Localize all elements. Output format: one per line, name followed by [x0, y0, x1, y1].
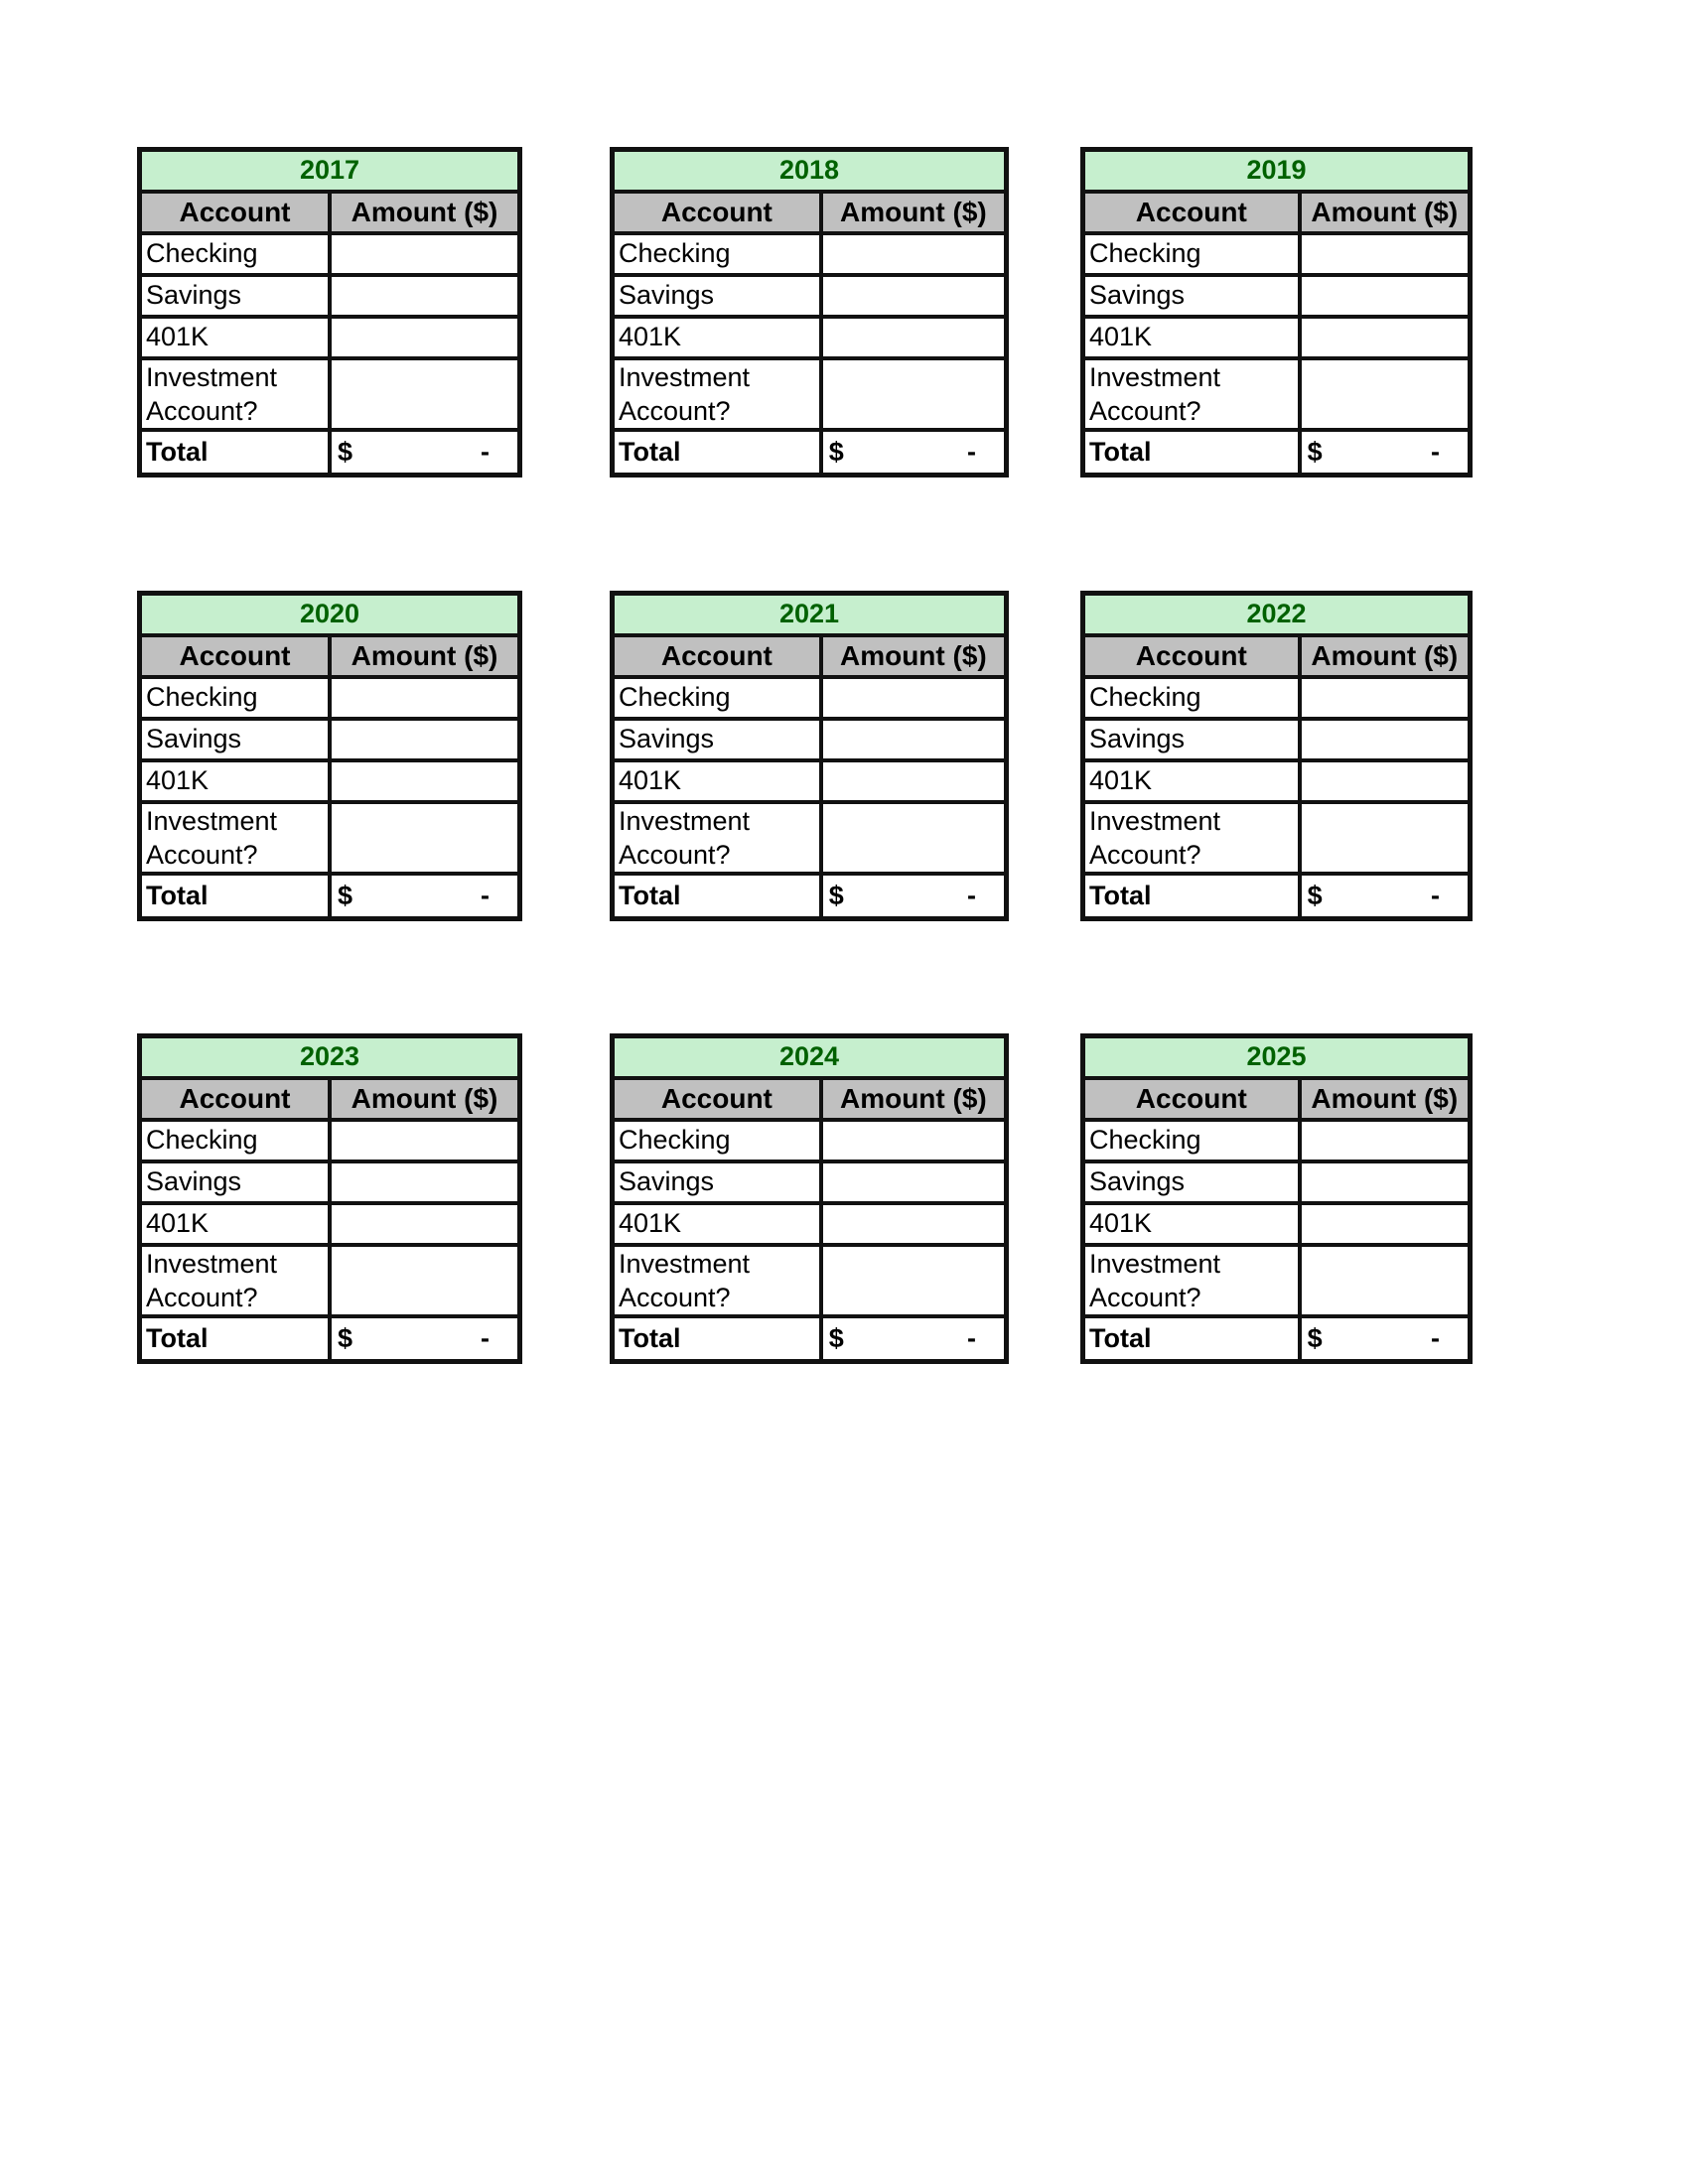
currency-symbol: $ — [338, 881, 353, 911]
year-balance-table-2023 — [137, 1033, 522, 1364]
amount-cell-investment[interactable] — [821, 358, 1004, 430]
account-column-header: Account — [142, 1078, 330, 1120]
amount-cell-401k[interactable] — [1300, 317, 1468, 358]
account-column-header: Account — [615, 1078, 821, 1120]
year-balance-table-2025 — [1080, 1033, 1473, 1364]
amount-cell-investment[interactable] — [821, 802, 1004, 874]
amount-cell-401k[interactable] — [330, 1203, 517, 1245]
row-label-401k: 401K — [615, 760, 821, 802]
amount-cell-checking[interactable] — [821, 233, 1004, 275]
amount-cell-total — [1300, 430, 1468, 474]
amount-cell-total — [821, 1316, 1004, 1360]
amount-cell-checking[interactable] — [330, 1120, 517, 1161]
row-label-total: Total — [1085, 1316, 1300, 1360]
year-balance-table-2020 — [137, 591, 522, 921]
amount-cell-investment[interactable] — [1300, 358, 1468, 430]
row-label-investment: Investment Account? — [615, 802, 821, 874]
row-label-checking: Checking — [142, 1120, 330, 1161]
row-label-401k: 401K — [1085, 1203, 1300, 1245]
row-label-savings: Savings — [615, 275, 821, 317]
year-title: 2018 — [615, 152, 1004, 192]
year-title: 2019 — [1085, 152, 1468, 192]
year-title: 2020 — [142, 596, 517, 635]
currency-symbol: $ — [338, 1323, 353, 1354]
account-column-header: Account — [615, 192, 821, 233]
amount-cell-401k[interactable] — [1300, 760, 1468, 802]
amount-cell-savings[interactable] — [1300, 1161, 1468, 1203]
amount-cell-total — [330, 1316, 517, 1360]
amount-column-header: Amount ($) — [1300, 192, 1468, 233]
row-label-401k: 401K — [142, 760, 330, 802]
row-label-checking: Checking — [142, 677, 330, 719]
amount-cell-investment[interactable] — [821, 1245, 1004, 1316]
amount-cell-total — [1300, 874, 1468, 917]
amount-cell-total — [821, 430, 1004, 474]
amount-cell-savings[interactable] — [330, 1161, 517, 1203]
account-column-header: Account — [1085, 635, 1300, 677]
total-value: - — [967, 1323, 976, 1354]
amount-cell-savings[interactable] — [821, 275, 1004, 317]
row-label-checking: Checking — [1085, 1120, 1300, 1161]
account-column-header: Account — [1085, 1078, 1300, 1120]
amount-cell-checking[interactable] — [1300, 233, 1468, 275]
amount-cell-401k[interactable] — [330, 317, 517, 358]
amount-cell-total — [1300, 1316, 1468, 1360]
total-value: - — [1431, 881, 1440, 911]
row-label-401k: 401K — [615, 317, 821, 358]
amount-cell-savings[interactable] — [1300, 275, 1468, 317]
year-balance-table-2019 — [1080, 147, 1473, 478]
row-label-checking: Checking — [142, 233, 330, 275]
row-label-savings: Savings — [1085, 275, 1300, 317]
row-label-savings: Savings — [1085, 719, 1300, 760]
row-label-total: Total — [1085, 874, 1300, 917]
amount-cell-investment[interactable] — [330, 358, 517, 430]
row-label-investment: Investment Account? — [1085, 1245, 1300, 1316]
amount-cell-savings[interactable] — [1300, 719, 1468, 760]
year-title: 2024 — [615, 1038, 1004, 1078]
amount-cell-investment[interactable] — [1300, 1245, 1468, 1316]
account-column-header: Account — [1085, 192, 1300, 233]
row-label-total: Total — [615, 874, 821, 917]
row-label-401k: 401K — [142, 317, 330, 358]
amount-cell-401k[interactable] — [821, 1203, 1004, 1245]
amount-column-header: Amount ($) — [1300, 635, 1468, 677]
amount-column-header: Amount ($) — [821, 635, 1004, 677]
amount-cell-checking[interactable] — [330, 677, 517, 719]
amount-cell-total — [330, 874, 517, 917]
row-label-investment: Investment Account? — [142, 802, 330, 874]
amount-cell-checking[interactable] — [1300, 677, 1468, 719]
total-value: - — [481, 1323, 490, 1354]
year-balance-table-2017 — [137, 147, 522, 478]
amount-cell-401k[interactable] — [821, 317, 1004, 358]
amount-cell-checking[interactable] — [1300, 1120, 1468, 1161]
row-label-savings: Savings — [1085, 1161, 1300, 1203]
year-title: 2023 — [142, 1038, 517, 1078]
row-label-401k: 401K — [142, 1203, 330, 1245]
year-balance-table-2024 — [610, 1033, 1009, 1364]
row-label-savings: Savings — [615, 1161, 821, 1203]
total-value: - — [481, 881, 490, 911]
amount-column-header: Amount ($) — [821, 192, 1004, 233]
total-value: - — [967, 881, 976, 911]
amount-column-header: Amount ($) — [330, 1078, 517, 1120]
year-balance-table-2021 — [610, 591, 1009, 921]
amount-cell-savings[interactable] — [821, 1161, 1004, 1203]
row-label-checking: Checking — [615, 677, 821, 719]
account-column-header: Account — [615, 635, 821, 677]
row-label-savings: Savings — [142, 1161, 330, 1203]
row-label-investment: Investment Account? — [1085, 358, 1300, 430]
row-label-total: Total — [142, 874, 330, 917]
currency-symbol: $ — [1307, 1323, 1323, 1354]
amount-cell-total — [330, 430, 517, 474]
amount-cell-401k[interactable] — [330, 760, 517, 802]
amount-cell-401k[interactable] — [1300, 1203, 1468, 1245]
row-label-checking: Checking — [615, 233, 821, 275]
amount-cell-investment[interactable] — [330, 1245, 517, 1316]
amount-cell-investment[interactable] — [330, 802, 517, 874]
row-label-total: Total — [615, 1316, 821, 1360]
row-label-investment: Investment Account? — [142, 358, 330, 430]
currency-symbol: $ — [1307, 437, 1323, 468]
row-label-investment: Investment Account? — [615, 358, 821, 430]
row-label-checking: Checking — [1085, 233, 1300, 275]
row-label-401k: 401K — [1085, 760, 1300, 802]
year-title: 2025 — [1085, 1038, 1468, 1078]
currency-symbol: $ — [338, 437, 353, 468]
row-label-total: Total — [142, 430, 330, 474]
account-column-header: Account — [142, 635, 330, 677]
year-balance-table-2022 — [1080, 591, 1473, 921]
currency-symbol: $ — [1307, 881, 1323, 911]
row-label-investment: Investment Account? — [615, 1245, 821, 1316]
amount-column-header: Amount ($) — [330, 192, 517, 233]
row-label-checking: Checking — [1085, 677, 1300, 719]
row-label-savings: Savings — [142, 719, 330, 760]
amount-cell-total — [821, 874, 1004, 917]
total-value: - — [1431, 437, 1440, 468]
amount-column-header: Amount ($) — [821, 1078, 1004, 1120]
account-column-header: Account — [142, 192, 330, 233]
year-title: 2021 — [615, 596, 1004, 635]
row-label-investment: Investment Account? — [1085, 802, 1300, 874]
row-label-total: Total — [1085, 430, 1300, 474]
currency-symbol: $ — [828, 1323, 844, 1354]
year-title: 2022 — [1085, 596, 1468, 635]
amount-cell-checking[interactable] — [821, 1120, 1004, 1161]
amount-column-header: Amount ($) — [1300, 1078, 1468, 1120]
year-balance-table-2018 — [610, 147, 1009, 478]
amount-column-header: Amount ($) — [330, 635, 517, 677]
amount-cell-401k[interactable] — [821, 760, 1004, 802]
amount-cell-checking[interactable] — [330, 233, 517, 275]
amount-cell-savings[interactable] — [330, 719, 517, 760]
row-label-total: Total — [615, 430, 821, 474]
amount-cell-checking[interactable] — [821, 677, 1004, 719]
amount-cell-investment[interactable] — [1300, 802, 1468, 874]
row-label-investment: Investment Account? — [142, 1245, 330, 1316]
amount-cell-savings[interactable] — [821, 719, 1004, 760]
row-label-savings: Savings — [615, 719, 821, 760]
year-title: 2017 — [142, 152, 517, 192]
row-label-checking: Checking — [615, 1120, 821, 1161]
total-value: - — [481, 437, 490, 468]
row-label-total: Total — [142, 1316, 330, 1360]
total-value: - — [1431, 1323, 1440, 1354]
row-label-savings: Savings — [142, 275, 330, 317]
currency-symbol: $ — [828, 881, 844, 911]
row-label-401k: 401K — [1085, 317, 1300, 358]
amount-cell-savings[interactable] — [330, 275, 517, 317]
row-label-401k: 401K — [615, 1203, 821, 1245]
currency-symbol: $ — [828, 437, 844, 468]
total-value: - — [967, 437, 976, 468]
